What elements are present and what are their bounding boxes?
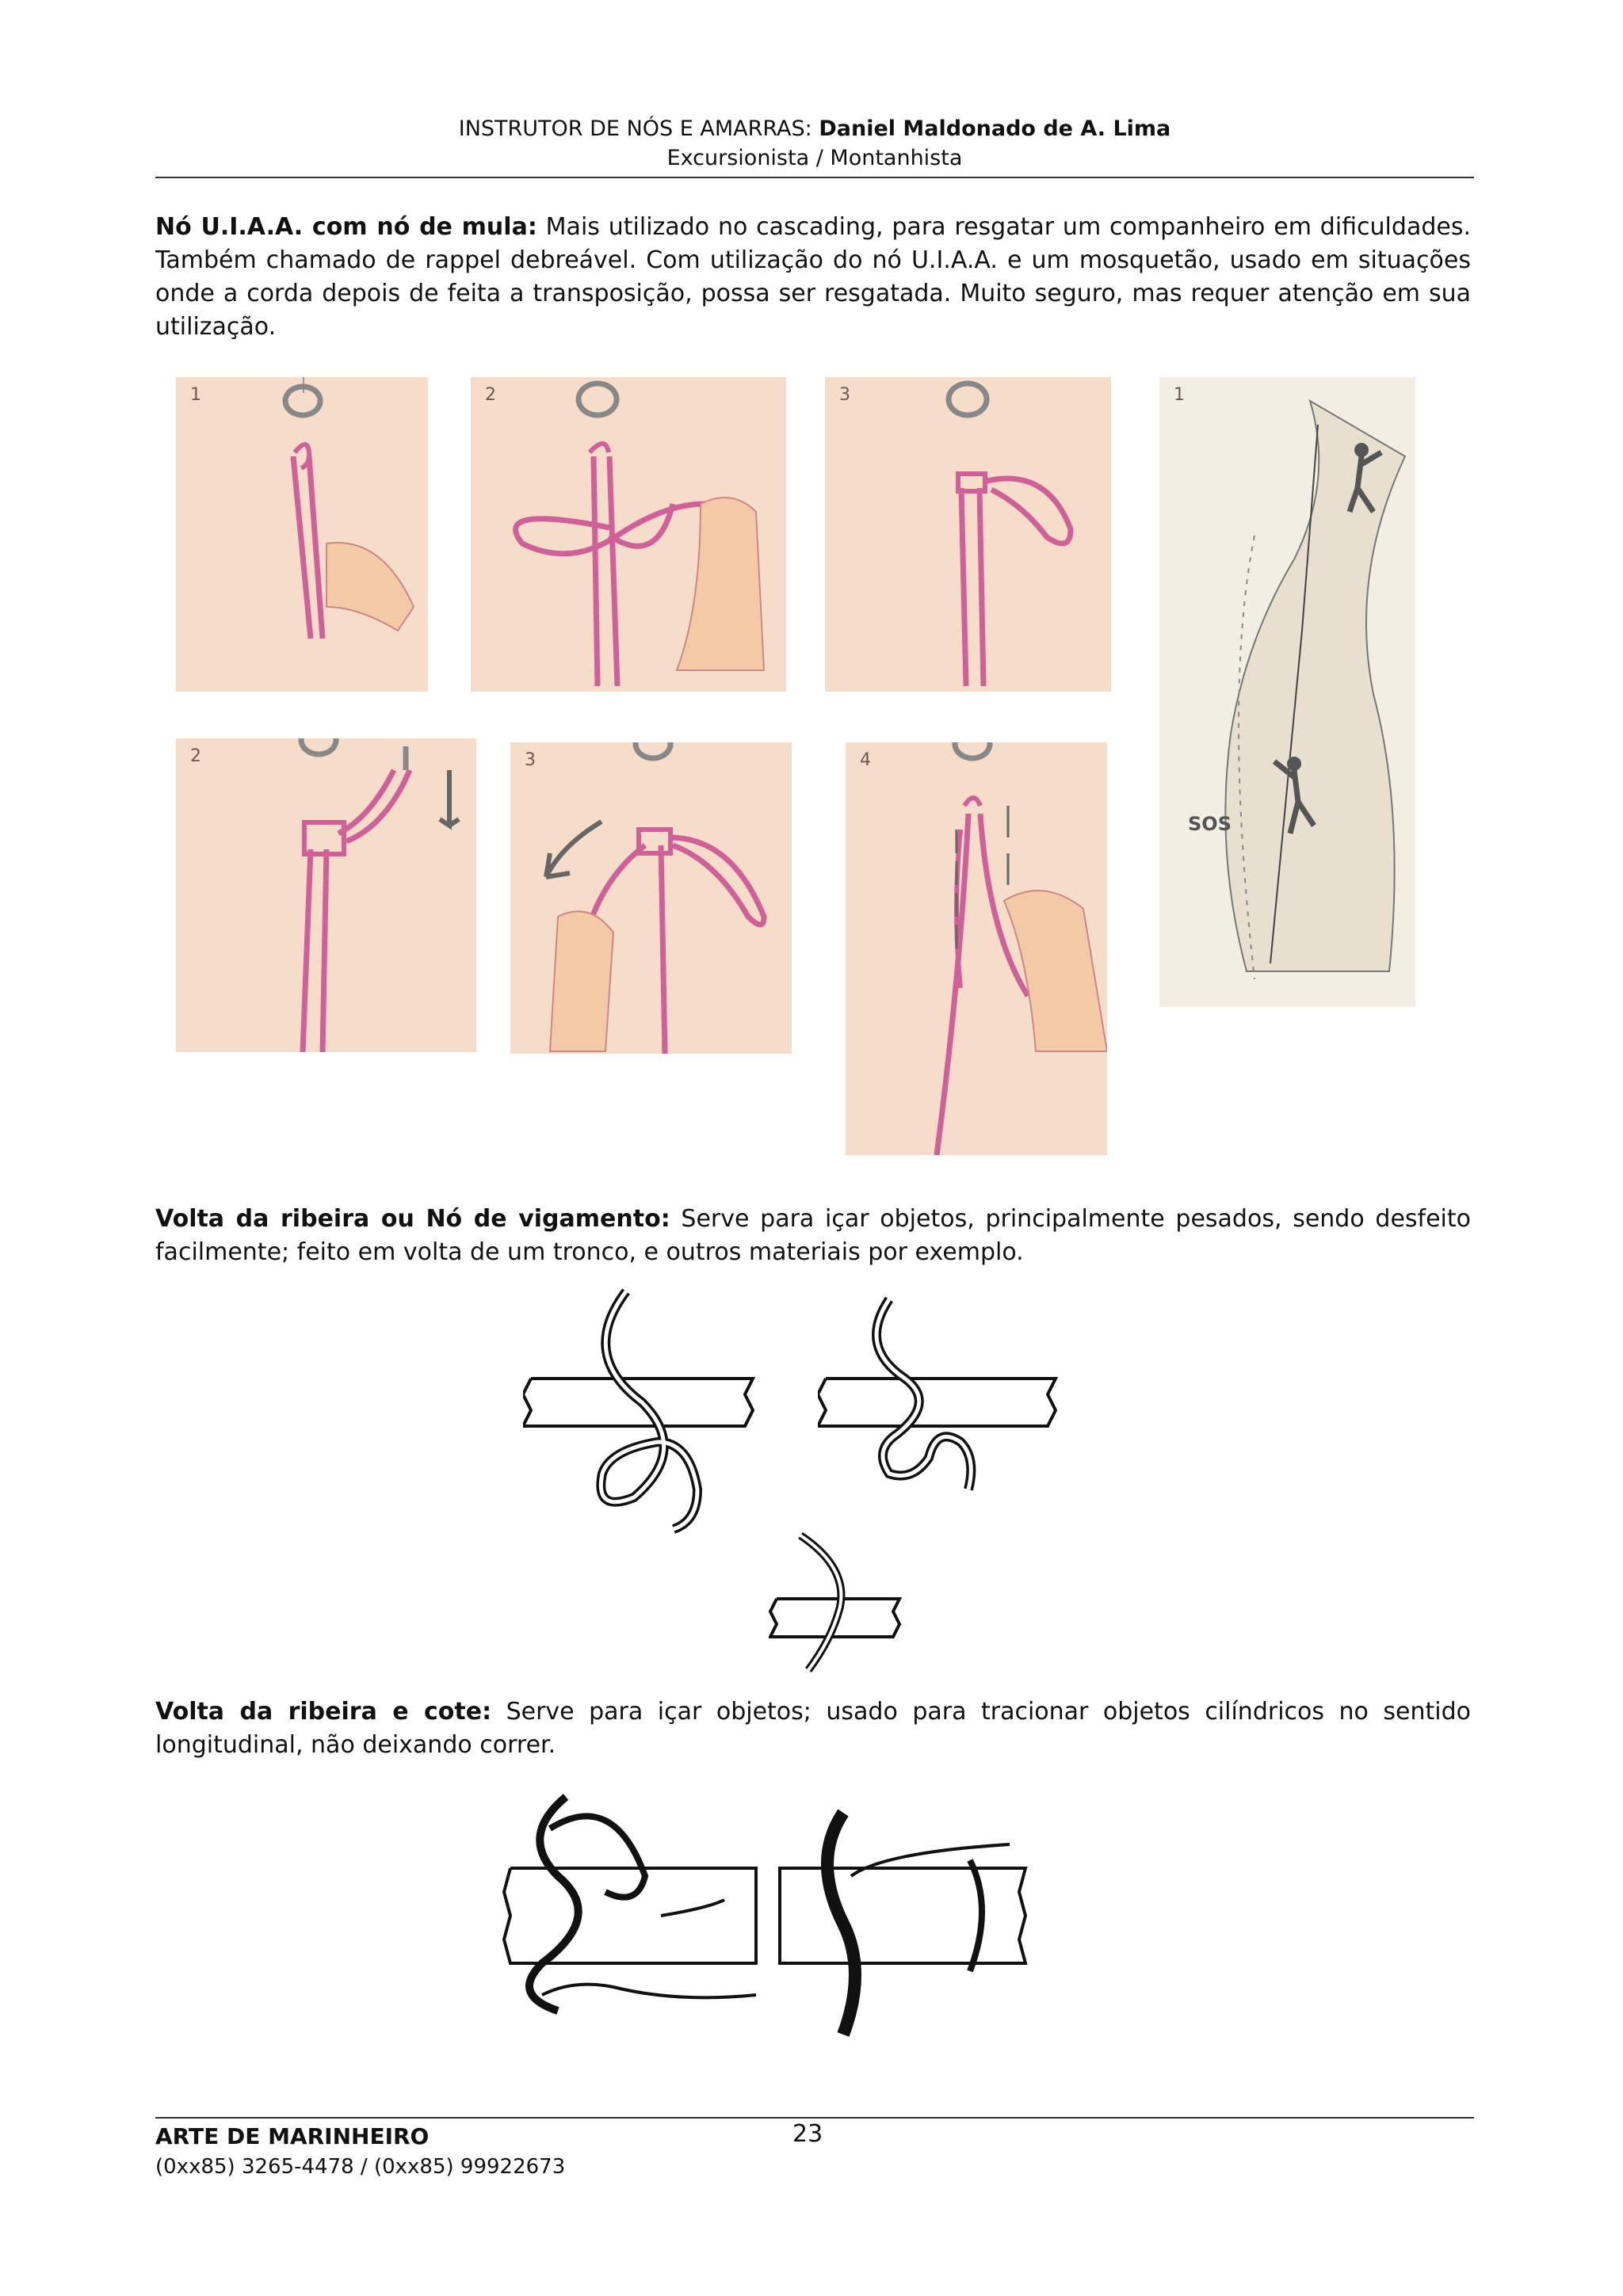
section-uiaa	[155, 211, 1471, 344]
footer-divider	[155, 2117, 1474, 2119]
uiaa-mule-step-3-image	[510, 742, 792, 1054]
figure-step-number: 2	[485, 385, 496, 405]
header-title: INSTRUTOR DE NÓS E AMARRAS: Daniel Maldonado de A. Lima	[458, 116, 1171, 141]
uiaa-step-2-image	[471, 377, 786, 692]
timber-hitch-half-hitch-diagram	[479, 1765, 1073, 2050]
header-divider	[155, 177, 1474, 178]
rescue-illustration-image	[1159, 377, 1415, 1007]
section-heading: Volta da ribeira e cote:	[155, 1698, 492, 1726]
uiaa-mule-step-4-image	[846, 742, 1107, 1155]
footer-title: ARTE DE MARINHEIRO	[155, 2123, 430, 2149]
timber-hitch-diagram-a	[523, 1276, 761, 1545]
uiaa-step-3-image	[825, 377, 1111, 692]
figure-step-number: 4	[860, 750, 871, 770]
header-author: Daniel Maldonado de A. Lima	[819, 116, 1171, 141]
section-heading: Nó U.I.A.A. com nó de mula:	[155, 213, 537, 241]
timber-hitch-diagram-b	[818, 1291, 1064, 1513]
uiaa-step-1-image	[176, 377, 428, 692]
section-volta-ribeira	[155, 1203, 1471, 1269]
section-heading: Volta da ribeira ou Nó de vigamento:	[155, 1205, 670, 1233]
figure-step-number: 2	[190, 746, 201, 766]
section-text: Serve para içar objetos; usado para tracionar objetos cilíndricos no sentido longitudinal, não deixando correr.	[155, 1698, 1471, 1759]
section-text: Serve para içar objetos, principalmente pesados, sendo desfeito facilmente; feito em volta de um tronco, e outros materiais por exemplo.	[155, 1205, 1472, 1266]
figure-step-number: 1	[1174, 385, 1185, 405]
sos-sign: SOS	[1188, 813, 1232, 835]
page-number: 23	[792, 2120, 823, 2148]
figure-step-number: 1	[190, 385, 201, 405]
figure-step-number: 3	[525, 750, 536, 770]
header-subtitle: Excursionista / Montanhista	[666, 146, 963, 170]
timber-hitch-diagram-c	[769, 1527, 911, 1678]
section-volta-ribeira-cote	[155, 1695, 1471, 1762]
figure-step-number: 3	[839, 385, 850, 405]
footer-phone: (0xx85) 3265-4478 / (0xx85) 99922673	[155, 2155, 566, 2179]
page-header	[155, 114, 1474, 173]
uiaa-mule-step-2-image	[176, 738, 476, 1052]
section-text: Mais utilizado no cascading, para resgatar um companheiro em dificuldades. Também chamado de rappel debreável. Com utilização do nó U.I.A.A. e um mosquetão, usado em situações onde a corda depois de feita a transposição, possa ser resgatada. Muito seguro, mas requer atenção em sua utilização.	[155, 213, 1471, 341]
